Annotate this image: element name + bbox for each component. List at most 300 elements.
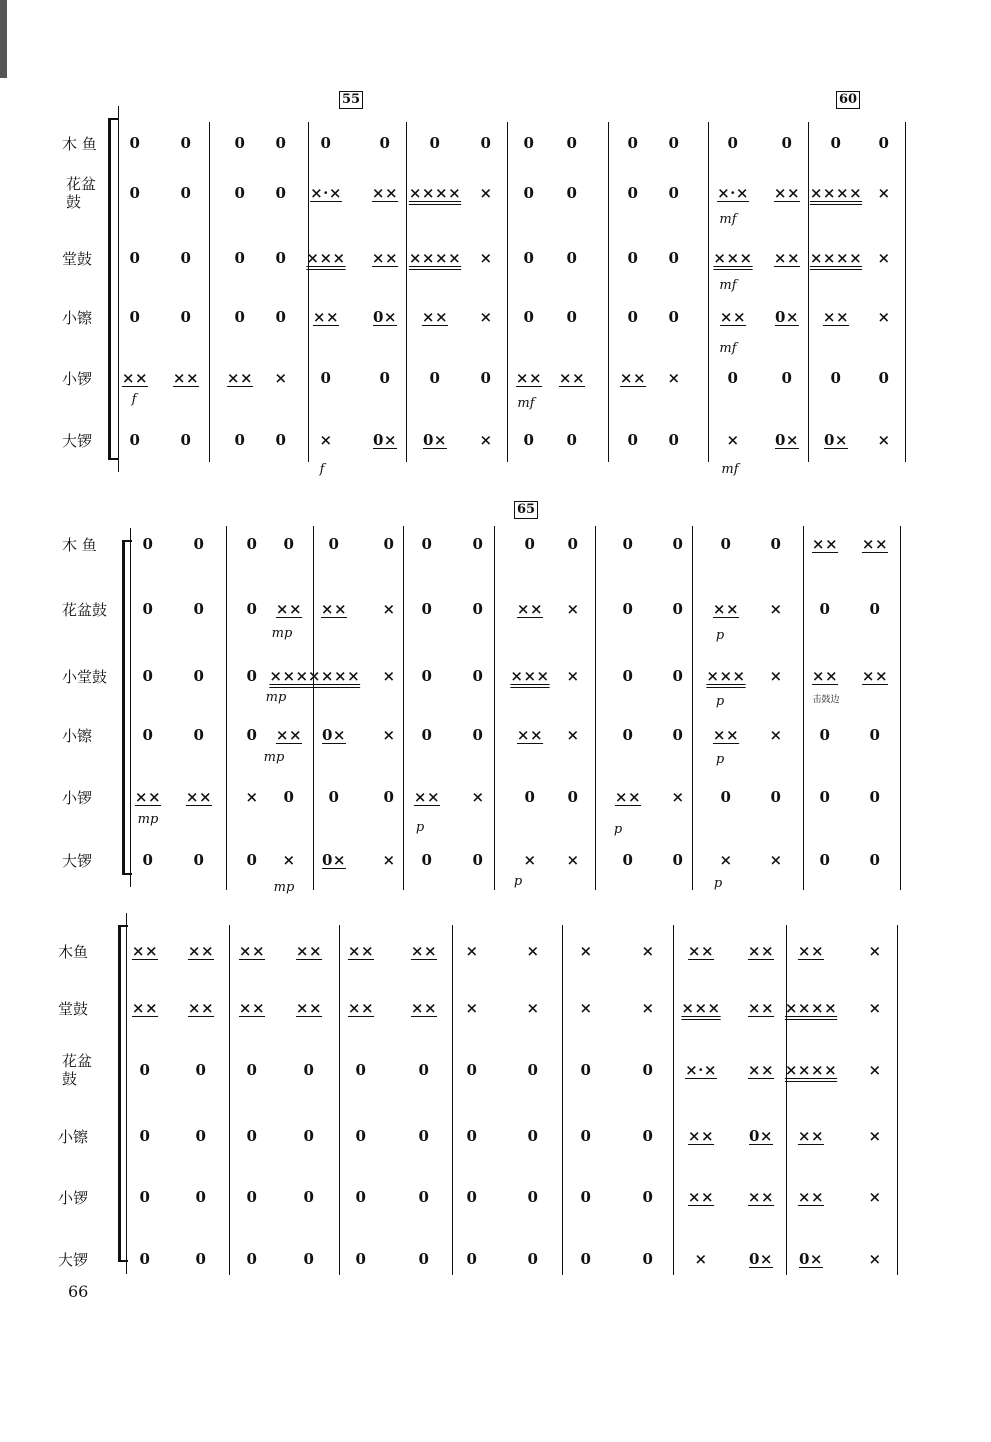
beat-cell: ×× <box>687 1188 715 1206</box>
beat-cell: × <box>877 308 891 326</box>
beat-cell: 0 <box>527 1061 539 1079</box>
beat-cell: 0 <box>566 249 578 267</box>
beat-cell: ×××× <box>784 1061 838 1079</box>
instrument-label: 堂鼓 <box>62 250 93 268</box>
rehearsal-mark-65: 65 <box>514 501 538 519</box>
beat-cell: 0 <box>672 726 684 744</box>
beat-cell: × <box>319 431 333 449</box>
beat-cell: ×× <box>516 726 544 744</box>
beat-cell: ×× <box>371 184 399 202</box>
beat-cell: ×× <box>811 535 839 553</box>
system-brace <box>118 925 121 1262</box>
system-brace <box>108 118 111 460</box>
beat-cell: 0 <box>193 535 205 553</box>
beat-cell: × <box>479 184 493 202</box>
beat-cell: ×× <box>861 535 889 553</box>
barline <box>452 925 453 1275</box>
beat-cell: × <box>526 942 540 960</box>
beat-cell: 0 <box>566 184 578 202</box>
beat-cell: 0 <box>627 249 639 267</box>
instrument-label: 木鱼 <box>58 943 89 961</box>
beat-cell: 0 <box>668 249 680 267</box>
rehearsal-mark-60: 60 <box>836 91 860 109</box>
beat-cell: × <box>382 851 396 869</box>
beat-cell: 0 <box>466 1250 478 1268</box>
beat-cell: × <box>694 1250 708 1268</box>
beat-cell: × <box>282 851 296 869</box>
instrument-label: 花盆鼓 <box>62 601 108 619</box>
beat-cell: 0 <box>523 184 535 202</box>
barline <box>209 122 210 462</box>
beat-cell: 0 <box>246 851 258 869</box>
beat-cell: 0 <box>139 1061 151 1079</box>
beat-cell: 0 <box>180 431 192 449</box>
beat-cell: ××× <box>713 249 753 267</box>
beat-cell: ×× <box>811 667 839 685</box>
instrument-label: 小锣 <box>62 370 93 388</box>
beat-cell: × <box>465 999 479 1017</box>
beat-cell: × <box>566 726 580 744</box>
beat-cell: × <box>769 667 783 685</box>
beat-cell: 0 <box>869 726 881 744</box>
beat-cell: ×× <box>516 600 544 618</box>
beat-cell: 0 <box>193 726 205 744</box>
instrument-label: 大锣 <box>58 1251 89 1269</box>
beat-cell: 0 <box>642 1250 654 1268</box>
beat-cell: ×× <box>320 600 348 618</box>
beat-cell: ×××× <box>784 999 838 1017</box>
beat-cell: 0 <box>142 726 154 744</box>
barline <box>313 526 314 890</box>
beat-cell: × <box>868 999 882 1017</box>
beat-cell: 0 <box>527 1188 539 1206</box>
beat-cell: 0 <box>480 134 492 152</box>
barline <box>308 122 309 462</box>
beat-cell: 0 <box>320 134 332 152</box>
beat-cell: ×× <box>773 184 801 202</box>
beat-cell: 0 <box>195 1188 207 1206</box>
beat-cell: 0 <box>234 184 246 202</box>
beat-cell: 0 <box>720 788 732 806</box>
beat-cell: ×× <box>619 369 647 387</box>
beat-cell: 0 <box>819 726 831 744</box>
beat-cell: 0 <box>195 1061 207 1079</box>
beat-cell: 0× <box>372 431 398 449</box>
beat-cell: × <box>579 942 593 960</box>
beat-cell: ×× <box>238 942 266 960</box>
instrument-label: 小镲 <box>62 309 93 327</box>
beat-cell: × <box>479 249 493 267</box>
beat-cell: 0 <box>246 600 258 618</box>
beat-cell: 0 <box>668 308 680 326</box>
beat-cell: 0 <box>523 249 535 267</box>
beat-cell: 0 <box>566 308 578 326</box>
beat-cell: 0 <box>142 667 154 685</box>
beat-cell: ×× <box>515 369 543 387</box>
barline <box>507 122 508 462</box>
beat-cell: 0 <box>246 667 258 685</box>
beat-cell: 0 <box>622 600 634 618</box>
beat-cell: 0 <box>429 134 441 152</box>
instrument-label: 小镲 <box>58 1128 89 1146</box>
beat-cell: 0 <box>129 134 141 152</box>
beat-cell: 0 <box>355 1127 367 1145</box>
beat-cell: 0 <box>566 134 578 152</box>
beat-cell: 0× <box>748 1250 774 1268</box>
barline <box>900 526 901 890</box>
beat-cell: 0 <box>139 1188 151 1206</box>
beat-cell: 0 <box>429 369 441 387</box>
beat-cell: ×× <box>413 788 441 806</box>
beat-cell: ×××× <box>809 249 863 267</box>
beat-cell: 0 <box>878 134 890 152</box>
beat-cell: × <box>566 600 580 618</box>
beat-cell: × <box>769 726 783 744</box>
beat-cell: 0 <box>580 1250 592 1268</box>
beat-cell: 0 <box>234 308 246 326</box>
beat-cell: ×××× <box>809 184 863 202</box>
beat-cell: 0 <box>720 535 732 553</box>
beat-cell: 0 <box>466 1061 478 1079</box>
beat-cell: 0 <box>303 1188 315 1206</box>
system-line <box>126 913 127 1274</box>
beat-cell: 0 <box>303 1127 315 1145</box>
beat-cell: × <box>382 600 396 618</box>
beat-cell: ××× <box>269 667 309 685</box>
beat-cell: ×× <box>687 942 715 960</box>
dynamic-marking: mp <box>137 812 159 827</box>
system-line <box>118 106 119 472</box>
beat-cell: ×× <box>347 942 375 960</box>
beat-cell: 0× <box>372 308 398 326</box>
beat-cell: 0 <box>523 134 535 152</box>
beat-cell: 0× <box>798 1250 824 1268</box>
beat-cell: ×× <box>747 942 775 960</box>
beat-cell: 0 <box>246 535 258 553</box>
beat-cell: ×××× <box>408 249 462 267</box>
beat-cell: 0 <box>421 535 433 553</box>
beat-cell: 0 <box>527 1127 539 1145</box>
barline <box>494 526 495 890</box>
beat-cell: × <box>579 999 593 1017</box>
beat-cell: 0 <box>180 249 192 267</box>
dynamic-marking: mp <box>273 880 295 895</box>
beat-cell: 0 <box>830 134 842 152</box>
beat-cell: × <box>382 667 396 685</box>
instrument-label: 小堂鼓 <box>62 668 108 686</box>
beat-cell: 0 <box>819 851 831 869</box>
beat-cell: 0 <box>830 369 842 387</box>
beat-cell: 0 <box>472 851 484 869</box>
beat-cell: ×××× <box>408 184 462 202</box>
barline <box>403 526 404 890</box>
beat-cell: 0 <box>472 667 484 685</box>
barline <box>406 122 407 462</box>
beat-cell: 0 <box>642 1127 654 1145</box>
beat-cell: 0 <box>180 308 192 326</box>
beat-cell: ×·× <box>310 184 342 202</box>
beat-cell: ×× <box>797 1127 825 1145</box>
beat-cell: 0 <box>383 535 395 553</box>
beat-cell: ×× <box>614 788 642 806</box>
beat-cell: 0 <box>129 308 141 326</box>
beat-cell: 0 <box>567 535 579 553</box>
beat-cell: 0 <box>672 667 684 685</box>
beat-cell: 0 <box>472 726 484 744</box>
beat-cell: 0 <box>466 1127 478 1145</box>
beat-cell: 0 <box>566 431 578 449</box>
instrument-label: 木 鱼 <box>62 536 97 554</box>
beat-cell: 0 <box>379 369 391 387</box>
beat-cell: ×·× <box>685 1061 717 1079</box>
beat-cell: 0× <box>774 431 800 449</box>
beat-cell: ×× <box>797 1188 825 1206</box>
beat-cell: 0 <box>139 1250 151 1268</box>
beat-cell: 0 <box>421 851 433 869</box>
instrument-label: 堂鼓 <box>58 1000 89 1018</box>
beat-cell: ××× <box>706 667 746 685</box>
beat-cell: × <box>877 431 891 449</box>
beat-cell: ×× <box>747 1061 775 1079</box>
instrument-label: 小镲 <box>62 727 93 745</box>
page-number: 66 <box>68 1282 89 1301</box>
beat-cell: 0 <box>527 1250 539 1268</box>
beat-cell: 0 <box>180 184 192 202</box>
beat-cell: ×× <box>410 942 438 960</box>
dynamic-marking: p <box>715 752 725 767</box>
beat-cell: × <box>523 851 537 869</box>
beat-cell: × <box>566 851 580 869</box>
beat-cell: 0 <box>320 369 332 387</box>
barline <box>803 526 804 890</box>
barline <box>226 526 227 890</box>
beat-cell: 0 <box>283 788 295 806</box>
beat-cell: ×× <box>187 999 215 1017</box>
beat-cell: 0 <box>275 308 287 326</box>
dynamic-marking: mp <box>263 750 285 765</box>
beat-cell: 0 <box>275 431 287 449</box>
beat-cell: 0 <box>234 249 246 267</box>
dynamic-marking: p <box>713 876 723 891</box>
beat-cell: ×× <box>822 308 850 326</box>
beat-cell: × <box>719 851 733 869</box>
beat-cell: 0 <box>622 851 634 869</box>
beat-cell: 0 <box>642 1188 654 1206</box>
beat-cell: ×× <box>275 600 303 618</box>
beat-cell: 0 <box>523 308 535 326</box>
beat-cell: 0 <box>129 249 141 267</box>
beat-cell: 0 <box>418 1127 430 1145</box>
beat-cell: 0 <box>418 1250 430 1268</box>
beat-cell: 0× <box>422 431 448 449</box>
beat-cell: 0 <box>193 851 205 869</box>
beat-cell: ×× <box>312 308 340 326</box>
dynamic-marking: mf <box>517 396 535 411</box>
system-brace <box>122 540 125 875</box>
beat-cell: 0 <box>275 249 287 267</box>
beat-cell: ×× <box>295 999 323 1017</box>
beat-cell: × <box>726 431 740 449</box>
beat-cell: 0 <box>328 788 340 806</box>
beat-cell: ×× <box>421 308 449 326</box>
instrument-label: 大锣 <box>62 852 93 870</box>
beat-cell: × <box>769 600 783 618</box>
beat-cell: ×××× <box>307 667 361 685</box>
beat-cell: × <box>868 1188 882 1206</box>
beat-cell: × <box>877 249 891 267</box>
beat-cell: 0 <box>246 1250 258 1268</box>
beat-cell: ××× <box>510 667 550 685</box>
beat-cell: × <box>868 1250 882 1268</box>
dynamic-marking: mf <box>719 212 737 227</box>
beat-cell: 0 <box>869 600 881 618</box>
beat-cell: 0 <box>878 369 890 387</box>
instrument-label: 大锣 <box>62 432 93 450</box>
beat-cell: 0 <box>472 600 484 618</box>
beat-cell: ××× <box>306 249 346 267</box>
beat-cell: 0 <box>672 851 684 869</box>
instrument-label: 花盆 鼓 <box>62 1052 93 1088</box>
beat-cell: ×× <box>226 369 254 387</box>
beat-cell: 0 <box>139 1127 151 1145</box>
beat-cell: 0× <box>748 1127 774 1145</box>
dynamic-marking: mf <box>719 278 737 293</box>
dynamic-marking: f <box>319 462 325 477</box>
beat-cell: × <box>245 788 259 806</box>
beat-cell: 0 <box>421 600 433 618</box>
beat-cell: ×× <box>719 308 747 326</box>
beat-cell: 0 <box>472 535 484 553</box>
beat-cell: 0× <box>321 851 347 869</box>
beat-cell: 0 <box>379 134 391 152</box>
beat-cell: × <box>641 999 655 1017</box>
beat-cell: × <box>566 667 580 685</box>
beat-cell: ×× <box>275 726 303 744</box>
beat-cell: 0 <box>668 184 680 202</box>
beat-cell: 0 <box>142 851 154 869</box>
dynamic-marking: p <box>613 822 623 837</box>
beat-cell: × <box>465 942 479 960</box>
barline <box>595 526 596 890</box>
beat-cell: 0 <box>466 1188 478 1206</box>
beat-cell: 0 <box>580 1061 592 1079</box>
beat-cell: × <box>382 726 396 744</box>
beat-cell: 0 <box>328 535 340 553</box>
page-corner-mark <box>0 0 7 78</box>
barline <box>786 925 787 1275</box>
beat-cell: ×× <box>185 788 213 806</box>
beat-cell: 0 <box>524 535 536 553</box>
beat-cell: 0 <box>668 134 680 152</box>
barline <box>229 925 230 1275</box>
beat-cell: 0 <box>622 726 634 744</box>
beat-cell: 0 <box>781 134 793 152</box>
instrument-label: 花盆 鼓 <box>66 175 97 211</box>
beat-cell: ×× <box>131 942 159 960</box>
beat-cell: 0 <box>180 134 192 152</box>
beat-cell: 0 <box>193 667 205 685</box>
beat-cell: × <box>667 369 681 387</box>
beat-cell: 0 <box>627 184 639 202</box>
dynamic-marking: f <box>131 392 137 407</box>
beat-cell: 0 <box>642 1061 654 1079</box>
beat-cell: 0 <box>421 726 433 744</box>
beat-cell: 0 <box>869 788 881 806</box>
beat-cell: 0 <box>869 851 881 869</box>
beat-cell: 0 <box>421 667 433 685</box>
dynamic-marking: mf <box>721 462 739 477</box>
beat-cell: 0 <box>283 535 295 553</box>
beat-cell: ××× <box>681 999 721 1017</box>
beat-cell: 0 <box>668 431 680 449</box>
beat-cell: 0 <box>418 1188 430 1206</box>
beat-cell: ×× <box>131 999 159 1017</box>
beat-cell: ×× <box>238 999 266 1017</box>
beat-cell: ×× <box>712 600 740 618</box>
beat-cell: ×× <box>712 726 740 744</box>
beat-cell: × <box>471 788 485 806</box>
system-line <box>130 528 131 887</box>
beat-cell: 0 <box>275 134 287 152</box>
beat-cell: ×× <box>295 942 323 960</box>
beat-cell: 0 <box>627 134 639 152</box>
beat-cell: 0 <box>580 1188 592 1206</box>
beat-cell: ×× <box>687 1127 715 1145</box>
beat-cell: 0 <box>142 535 154 553</box>
dynamic-marking: mf <box>719 341 737 356</box>
beat-cell: 0 <box>193 600 205 618</box>
beat-cell: 0 <box>303 1250 315 1268</box>
beat-cell: 0× <box>823 431 849 449</box>
beat-cell: 0 <box>567 788 579 806</box>
beat-cell: × <box>526 999 540 1017</box>
beat-cell: × <box>769 851 783 869</box>
beat-cell: 0 <box>819 600 831 618</box>
beat-cell: 0 <box>524 788 536 806</box>
beat-cell: 0 <box>523 431 535 449</box>
beat-cell: 0× <box>774 308 800 326</box>
instrument-label: 小锣 <box>62 789 93 807</box>
beat-cell: ×× <box>121 369 149 387</box>
beat-cell: 0 <box>246 1127 258 1145</box>
beat-cell: 0 <box>727 134 739 152</box>
barline <box>897 925 898 1275</box>
beat-cell: × <box>877 184 891 202</box>
beat-cell: ×× <box>172 369 200 387</box>
beat-cell: 0 <box>727 369 739 387</box>
beat-cell: ×× <box>747 1188 775 1206</box>
beat-cell: 0 <box>246 1188 258 1206</box>
beat-cell: 0 <box>627 431 639 449</box>
beat-cell: 0 <box>246 1061 258 1079</box>
beat-cell: ×× <box>558 369 586 387</box>
barline <box>905 122 906 462</box>
beat-cell: 0 <box>672 535 684 553</box>
instrument-label: 木 鱼 <box>62 135 97 153</box>
beat-cell: × <box>274 369 288 387</box>
beat-cell: ×× <box>773 249 801 267</box>
beat-cell: 0 <box>627 308 639 326</box>
beat-cell: 0 <box>819 788 831 806</box>
beat-cell: 0 <box>622 667 634 685</box>
dynamic-marking: p <box>715 694 725 709</box>
dynamic-marking: p <box>715 628 725 643</box>
barline <box>673 925 674 1275</box>
dynamic-marking: mp <box>271 626 293 641</box>
barline <box>808 122 809 462</box>
beat-cell: 0 <box>355 1061 367 1079</box>
beat-cell: 0 <box>129 184 141 202</box>
